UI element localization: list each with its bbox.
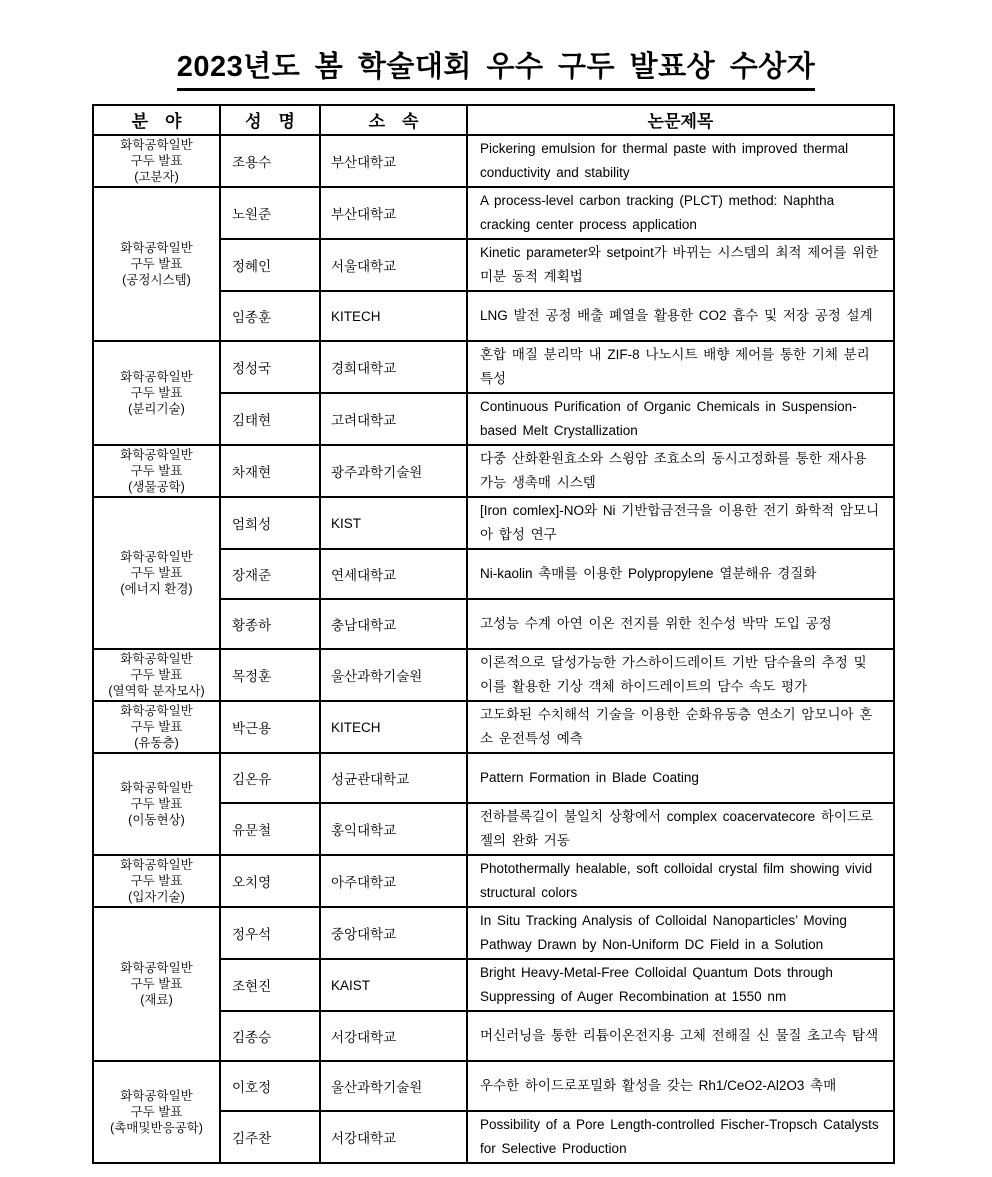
affiliation-cell: 아주대학교 [320, 855, 467, 907]
affiliation-cell: 홍익대학교 [320, 803, 467, 855]
table-row [93, 135, 894, 187]
affiliation-cell: 부산대학교 [320, 135, 467, 187]
name-cell: 이호정 [220, 1061, 320, 1111]
name-cell: 정성국 [220, 341, 320, 393]
field-line: 화학공학일반 [120, 652, 193, 666]
title-cell: LNG 발전 공정 배출 폐열을 활용한 CO2 흡수 및 저장 공정 설계 [467, 291, 894, 341]
table-row [93, 1061, 894, 1111]
name-cell: 김주찬 [220, 1111, 320, 1163]
affiliation-cell: KITECH [320, 291, 467, 341]
field-line: 화학공학일반 [120, 781, 193, 795]
field-line: 구두 발표 [130, 464, 183, 478]
name-cell: 엄희성 [220, 497, 320, 549]
title-cell: Pattern Formation in Blade Coating [467, 753, 894, 803]
title-cell: Kinetic parameter와 setpoint가 바뀌는 시스템의 최적 제어를 위한 미분 동적 계획법 [467, 239, 894, 291]
title-cell: Continuous Purification of Organic Chemicals in Suspension-based Melt Crystallization [467, 393, 894, 445]
field-cell [93, 445, 220, 497]
table-row [93, 701, 894, 753]
name-cell: 차재현 [220, 445, 320, 497]
field-line: 구두 발표 [130, 797, 183, 811]
field-line: (생물공학) [128, 480, 185, 494]
affiliation-cell: KITECH [320, 701, 467, 753]
field-line: 구두 발표 [130, 257, 183, 271]
affiliation-cell: 울산과학기술원 [320, 1061, 467, 1111]
name-cell: 오치영 [220, 855, 320, 907]
column-header: 성 명 [220, 105, 320, 135]
field-line: 구두 발표 [130, 566, 183, 580]
title-cell: [Iron comlex]-NO와 Ni 기반합금전극을 이용한 전기 화학적 암모니아 합성 연구 [467, 497, 894, 549]
field-cell [93, 649, 220, 701]
field-cell [93, 701, 220, 753]
field-line: 화학공학일반 [120, 138, 193, 152]
field-line: 구두 발표 [130, 977, 183, 991]
name-cell: 조용수 [220, 135, 320, 187]
field-line: (고분자) [134, 170, 179, 184]
field-line: (이동현상) [128, 813, 185, 827]
field-line: 화학공학일반 [120, 961, 193, 975]
field-cell [93, 753, 220, 855]
title-cell: Ni-kaolin 촉매를 이용한 Polypropylene 열분해유 경질화 [467, 549, 894, 599]
name-cell: 황종하 [220, 599, 320, 649]
column-header: 소 속 [320, 105, 467, 135]
affiliation-cell: 고려대학교 [320, 393, 467, 445]
name-cell: 정혜인 [220, 239, 320, 291]
title-cell: 고성능 수계 아연 이온 전지를 위한 친수성 박막 도입 공정 [467, 599, 894, 649]
affiliation-cell: 서강대학교 [320, 1111, 467, 1163]
field-cell [93, 497, 220, 649]
column-header: 논문제목 [467, 105, 894, 135]
title-cell: 우수한 하이드로포밀화 활성을 갖는 Rh1/CeO2-Al2O3 촉매 [467, 1061, 894, 1111]
field-line: (에너지 환경) [120, 582, 193, 596]
field-line: 구두 발표 [130, 1105, 183, 1119]
field-cell [93, 1061, 220, 1163]
field-line: (유동층) [134, 736, 179, 750]
field-line: (분리기술) [128, 402, 185, 416]
field-line: (공정시스템) [122, 273, 191, 287]
title-area [0, 0, 992, 91]
name-cell: 정우석 [220, 907, 320, 959]
field-line: 화학공학일반 [120, 1089, 193, 1103]
affiliation-cell: 연세대학교 [320, 549, 467, 599]
name-cell: 임종훈 [220, 291, 320, 341]
name-cell: 장재준 [220, 549, 320, 599]
name-cell: 노원준 [220, 187, 320, 239]
field-line: 화학공학일반 [120, 704, 193, 718]
field-line: 구두 발표 [130, 874, 183, 888]
affiliation-cell: 광주과학기술원 [320, 445, 467, 497]
affiliation-cell: 성균관대학교 [320, 753, 467, 803]
affiliation-cell: 중앙대학교 [320, 907, 467, 959]
name-cell: 김종승 [220, 1011, 320, 1061]
table-row [93, 497, 894, 549]
name-cell: 유문철 [220, 803, 320, 855]
field-line: 화학공학일반 [120, 370, 193, 384]
table-row [93, 341, 894, 393]
field-line: (입자기술) [128, 890, 185, 904]
title-cell: 머신러닝을 통한 리튬이온전지용 고체 전해질 신 물질 초고속 탐색 [467, 1011, 894, 1061]
name-cell: 조현진 [220, 959, 320, 1011]
affiliation-cell: 부산대학교 [320, 187, 467, 239]
awards-table-body [93, 135, 894, 1163]
affiliation-cell: 경희대학교 [320, 341, 467, 393]
title-cell: 이론적으로 달성가능한 가스하이드레이트 기반 담수율의 추정 및 이를 활용한 기상 객체 하이드레이트의 담수 속도 평가 [467, 649, 894, 701]
field-line: 화학공학일반 [120, 550, 193, 564]
name-cell: 목정훈 [220, 649, 320, 701]
field-line: 구두 발표 [130, 386, 183, 400]
field-cell [93, 341, 220, 445]
table-row [93, 649, 894, 701]
affiliation-cell: 충남대학교 [320, 599, 467, 649]
field-cell [93, 907, 220, 1061]
title-cell: 고도화된 수치해석 기술을 이용한 순화유동층 연소기 암모니아 혼소 운전특성 예측 [467, 701, 894, 753]
field-line: 화학공학일반 [120, 858, 193, 872]
affiliation-cell: KIST [320, 497, 467, 549]
title-cell: Photothermally healable, soft colloidal crystal film showing vivid structural colors [467, 855, 894, 907]
field-line: 구두 발표 [130, 668, 183, 682]
field-line: 구두 발표 [130, 154, 183, 168]
field-cell [93, 135, 220, 187]
title-cell: A process-level carbon tracking (PLCT) method: Naphtha cracking center process application [467, 187, 894, 239]
table-row [93, 753, 894, 803]
title-cell: 다중 산화환원효소와 스윙암 조효소의 동시고정화를 통한 재사용 가능 생촉매 시스템 [467, 445, 894, 497]
field-line: 화학공학일반 [120, 241, 193, 255]
column-header: 분 야 [93, 105, 220, 135]
title-cell: 전하블록길이 불일치 상황에서 complex coacervatecore 하이드로젤의 완화 거동 [467, 803, 894, 855]
name-cell: 김온유 [220, 753, 320, 803]
field-line: (재료) [140, 993, 173, 1007]
affiliation-cell: 서울대학교 [320, 239, 467, 291]
table-row [93, 907, 894, 959]
title-cell: 혼합 매질 분리막 내 ZIF-8 나노시트 배향 제어를 통한 기체 분리 특성 [467, 341, 894, 393]
field-line: 구두 발표 [130, 720, 183, 734]
field-cell [93, 855, 220, 907]
title-cell: In Situ Tracking Analysis of Colloidal Nanoparticles’ Moving Pathway Drawn by Non-Uniform DC Field in a Solution [467, 907, 894, 959]
table-row [93, 187, 894, 239]
affiliation-cell: KAIST [320, 959, 467, 1011]
field-line: 화학공학일반 [120, 448, 193, 462]
affiliation-cell: 서강대학교 [320, 1011, 467, 1061]
page-title: 2023년도 봄 학술대회 우수 구두 발표상 수상자 [177, 44, 816, 91]
name-cell: 박근용 [220, 701, 320, 753]
title-cell: Possibility of a Pore Length-controlled Fischer-Tropsch Catalysts for Selective Production [467, 1111, 894, 1163]
affiliation-cell: 울산과학기술원 [320, 649, 467, 701]
title-cell: Pickering emulsion for thermal paste with improved thermal conductivity and stability [467, 135, 894, 187]
field-line: (촉매및반응공학) [110, 1121, 203, 1135]
table-row [93, 445, 894, 497]
name-cell: 김태현 [220, 393, 320, 445]
field-cell [93, 187, 220, 341]
awards-table [92, 104, 895, 1164]
table-header-row [93, 105, 894, 135]
table-row [93, 855, 894, 907]
title-cell: Bright Heavy-Metal-Free Colloidal Quantum Dots through Suppressing of Auger Recombination at 1550 nm [467, 959, 894, 1011]
field-line: (열역학 분자모사) [108, 684, 205, 698]
